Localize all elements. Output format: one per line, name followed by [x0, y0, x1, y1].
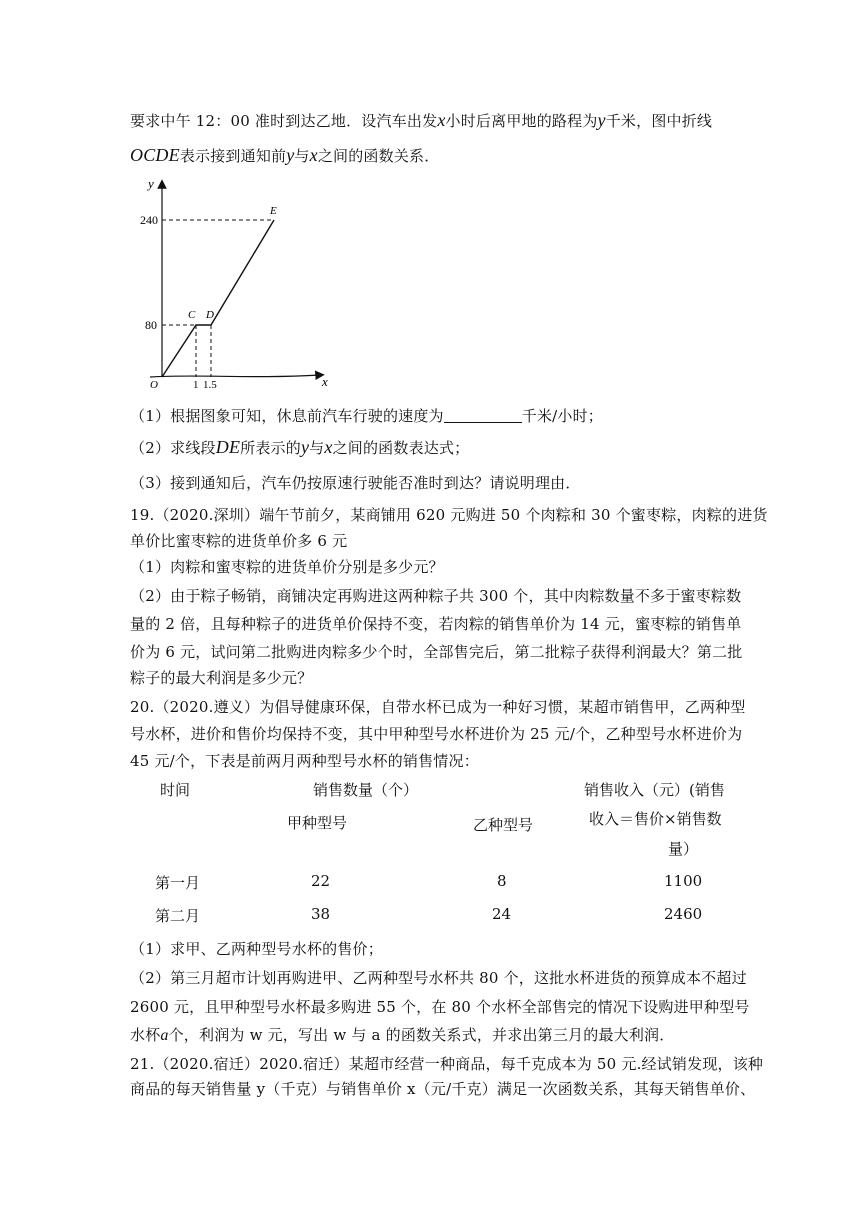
q18-part-2: （2）求线段DE所表示的y与x之间的函数表达式； [130, 437, 470, 457]
origin-label: O [150, 379, 158, 391]
y-axis-label: y [148, 176, 154, 191]
point-d-label: D [206, 309, 214, 321]
q20-part-1: （1）求甲、乙两种型号水杯的售价； [130, 940, 383, 958]
x-axis-label: x [322, 374, 328, 389]
table-row-1-a: 22 [311, 872, 331, 890]
q19-line-3: （1）肉粽和蜜枣粽的进货单价分别是多少元？ [130, 558, 444, 576]
y-tick-240: 240 [140, 213, 158, 227]
q20-line-1: 20.（2020.遵义）为倡导健康环保，自带水杯已成为一种好习惯，某超市销售甲，乙两种型 [130, 698, 746, 716]
x-tick-1: 1 [193, 379, 199, 391]
q19-line-7: 粽子的最大利润是多少元？ [130, 669, 313, 687]
y-tick-80: 80 [145, 318, 157, 332]
q20-part-2-line-3: 水杯a个，利润为 w 元，写出 w 与 a 的函数关系式，并求出第三月的最大利润． [130, 1026, 675, 1044]
table-header-qty: 销售数量（个） [313, 781, 419, 799]
x-tick-1-5: 1.5 [203, 379, 217, 391]
table-header-revenue-3: 量） [668, 840, 699, 858]
x-axis [150, 375, 320, 377]
table-row-2-month: 第二月 [155, 907, 201, 925]
q19-line-4: （2）由于粽子畅销，商铺决定再购进这两种粽子共 300 个，其中肉粽数量不多于蜜枣粽数 [130, 587, 742, 605]
table-row-2-b: 24 [492, 905, 512, 923]
var-y: y [597, 110, 606, 130]
q21-line-2: 商品的每天销售量 y（千克）与销售单价 x（元/千克）满足一次函数关系，其每天销售单价、 [130, 1080, 756, 1098]
polyline-ocde [162, 220, 274, 377]
table-header-revenue-2: 收入＝售价×销售数 [589, 810, 722, 828]
intro-line-1: 要求中午 12：00 准时到达乙地．设汽车出发x小时后离甲地的路程为y千米，图中折线 [130, 110, 713, 130]
q19-line-5: 量的 2 倍，且每种粽子的进货单价保持不变，若肉粽的销售单价为 14 元，蜜枣粽的销售单 [130, 615, 742, 633]
point-c-label: C [188, 309, 196, 321]
point-e-label: E [270, 205, 277, 217]
q20-line-3: 45 元/个，下表是前两月两种型号水杯的销售情况： [130, 752, 479, 770]
table-row-1-rev: 1100 [664, 872, 703, 890]
q20-line-2: 号水杯，进价和售价均保持不变，其中甲种型号水杯进价为 25 元/个，乙种型号水杯进价为 [130, 725, 743, 743]
distance-time-graph [140, 172, 340, 394]
table-row-1-month: 第一月 [155, 874, 201, 892]
q20-part-2-line-2: 2600 元，且甲种型号水杯最多购进 55 个，在 80 个水杯全部售完的情况下设购进甲种型号 [130, 998, 750, 1016]
var-x: x [437, 110, 446, 130]
table-row-1-b: 8 [497, 872, 507, 890]
q19-line-1: 19.（2020.深圳）端午节前夕，某商铺用 620 元购进 50 个肉粽和 30 个蜜枣粽，肉粽的进货 [130, 506, 768, 524]
answer-blank[interactable] [444, 408, 522, 423]
q19-line-2: 单价比蜜枣粽的进货单价多 6 元 [130, 532, 348, 550]
intro-line-2: OCDE表示接到通知前y与x之间的函数关系． [130, 145, 440, 165]
q18-part-1: （1）根据图象可知，休息前汽车行驶的速度为 千米/小时； [130, 407, 604, 425]
q20-part-2-line-1: （2）第三月超市计划再购进甲、乙两种型号水杯共 80 个，这批水杯进货的预算成本不超过 [130, 969, 747, 987]
table-header-type-b: 乙种型号 [473, 816, 534, 834]
q18-part-3: （3）接到通知后，汽车仍按原速行驶能否准时到达？请说明理由． [130, 474, 581, 492]
table-header-type-a: 甲种型号 [287, 814, 348, 832]
table-row-2-rev: 2460 [664, 905, 703, 923]
table-header-time: 时间 [160, 781, 191, 799]
q19-line-6: 价为 6 元，试问第二批购进肉粽多少个时，全部售完后，第二批粽子获得利润最大？第二批 [130, 643, 743, 661]
table-row-2-a: 38 [311, 905, 331, 923]
var-ocde: OCDE [130, 145, 180, 165]
table-header-revenue-1: 销售收入（元）(销售 [584, 781, 725, 799]
q21-line-1: 21.（2020.宿迁）2020.宿迁）某超市经营一种商品，每千克成本为 50 元.经试销发现，该种 [130, 1055, 764, 1073]
